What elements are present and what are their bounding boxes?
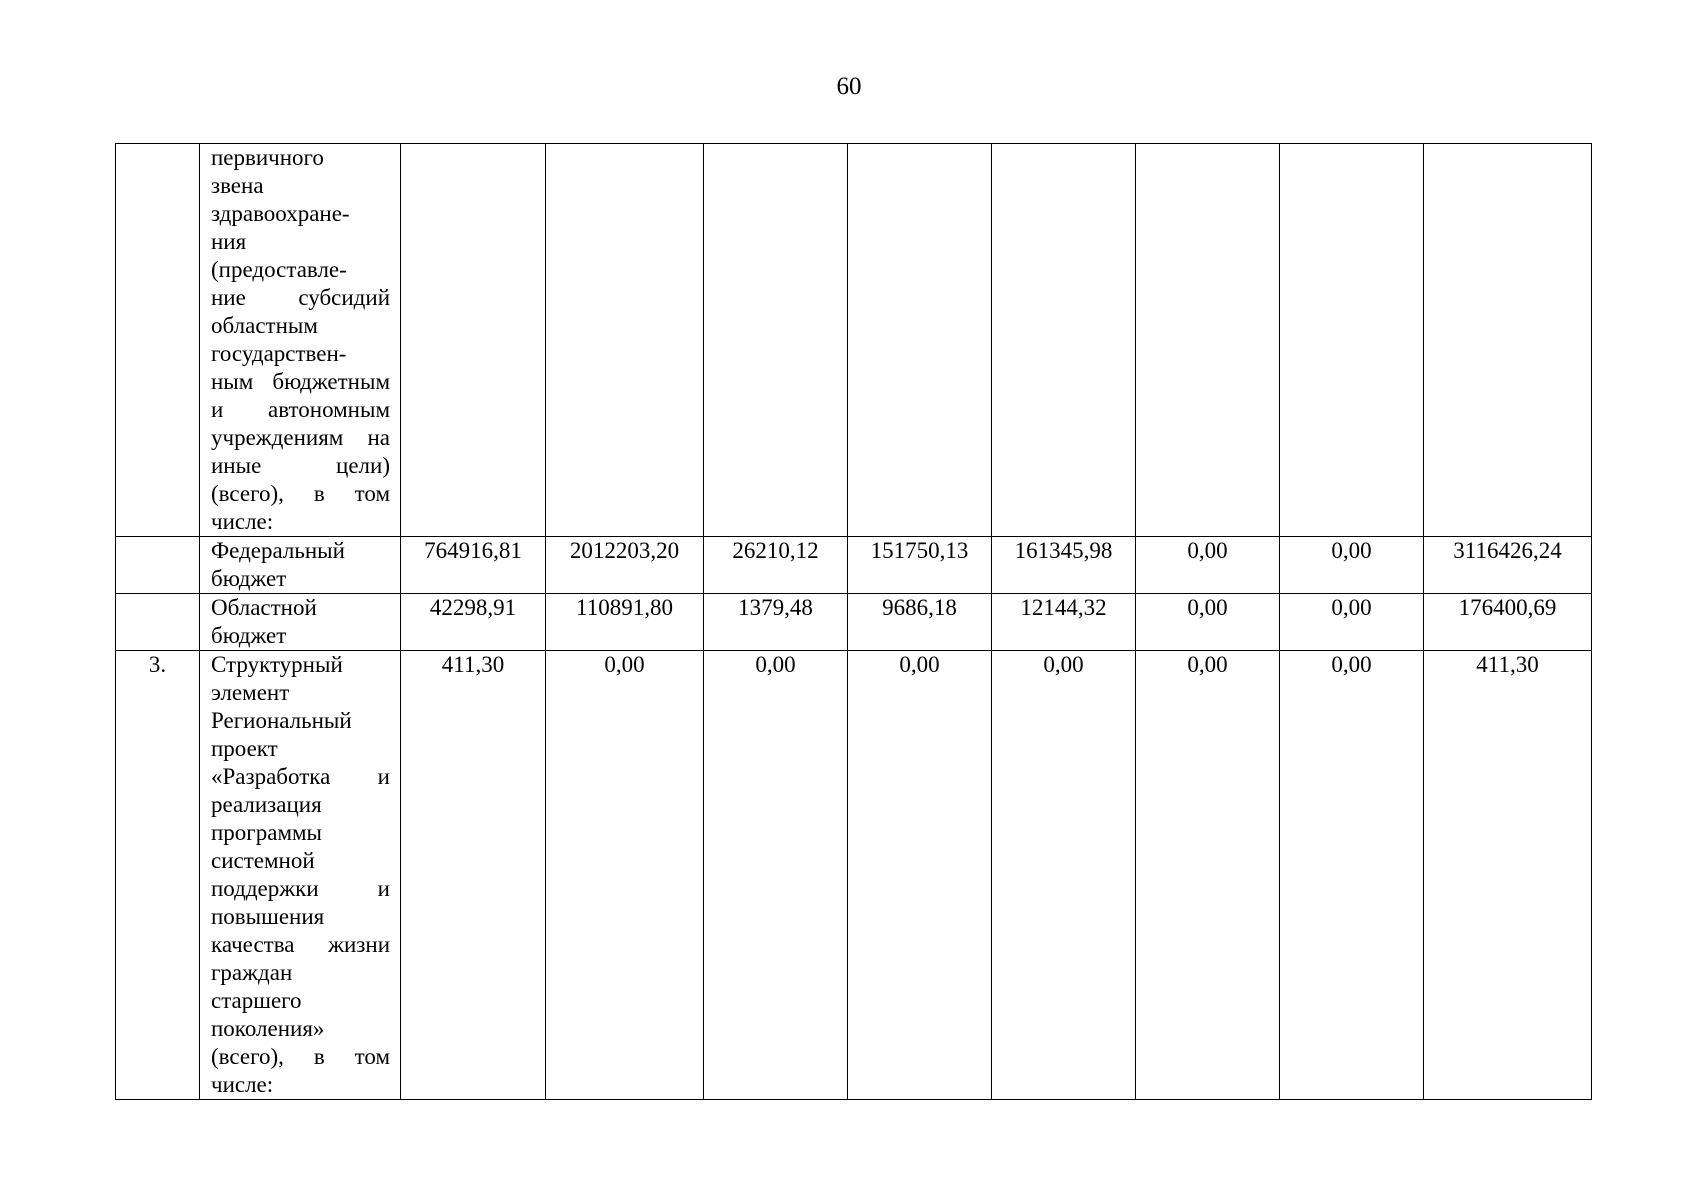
row-name-line: бюджет: [211, 623, 287, 648]
value-cell-col-4: [848, 144, 992, 537]
row-name-line: числе:: [211, 509, 274, 534]
row-name-line: (предоставле-: [211, 257, 347, 282]
row-name-line: ние субсидий: [211, 285, 390, 310]
value-cell-col-3: 0,00: [704, 651, 848, 1100]
row-name-line: проект: [211, 736, 278, 761]
row-name-line: Структурный: [211, 652, 343, 677]
value-cell-col-8: 3116426,24: [1424, 537, 1592, 594]
row-name-line: областным: [211, 313, 318, 338]
row-name-line: «Разработка и: [211, 764, 390, 789]
value-cell-col-4: 151750,13: [848, 537, 992, 594]
value-cell-col-7: 0,00: [1280, 651, 1424, 1100]
table-row-federal-budget: [116, 537, 1592, 594]
row-name-line: учреждениям на: [211, 425, 390, 450]
value-cell-col-1: [401, 144, 546, 537]
value-cell-col-7: 0,00: [1280, 537, 1424, 594]
row-name-line: ным бюджетным: [211, 369, 390, 394]
row-name-line: повышения: [211, 904, 325, 929]
row-name-line: звена: [211, 173, 264, 198]
table-body: [116, 144, 1592, 1100]
value-cell-col-5: 0,00: [992, 651, 1136, 1100]
row-name-line: (всего), в том: [211, 481, 390, 506]
value-cell-col-6: [1136, 144, 1280, 537]
row-name-line: поколения»: [211, 1016, 325, 1041]
row-name-line: старшего: [211, 988, 302, 1013]
row-name-line: (всего), в том: [211, 1044, 390, 1069]
row-name-line: числе:: [211, 1072, 274, 1097]
row-name-line: Региональный: [211, 708, 352, 733]
row-name-line: первичного: [211, 145, 324, 170]
row-name-line: системной: [211, 848, 315, 873]
row-name-line: качества жизни: [211, 932, 390, 957]
row-name-line: иные цели): [211, 453, 390, 478]
value-cell-col-6: 0,00: [1136, 651, 1280, 1100]
row-name-cell: [200, 594, 401, 651]
value-cell-col-3: [704, 144, 848, 537]
row-name-line: ния: [211, 229, 247, 254]
row-name-line: поддержки и: [211, 876, 390, 901]
row-name-line: граждан: [211, 960, 293, 985]
value-cell-col-8: 176400,69: [1424, 594, 1592, 651]
row-name-line: элемент: [211, 680, 290, 705]
row-name-cell: [200, 651, 401, 1100]
row-name-line: Федеральный: [211, 538, 345, 563]
page-number: 60: [836, 73, 862, 100]
value-cell-col-8: [1424, 144, 1592, 537]
row-number-cell: [116, 144, 200, 537]
value-cell-col-2: 0,00: [546, 651, 704, 1100]
value-cell-col-5: 12144,32: [992, 594, 1136, 651]
value-cell-col-6: 0,00: [1136, 594, 1280, 651]
value-cell-col-3: 26210,12: [704, 537, 848, 594]
value-cell-col-2: 2012203,20: [546, 537, 704, 594]
value-cell-col-7: [1280, 144, 1424, 537]
row-number-cell: [116, 594, 200, 651]
value-cell-col-6: 0,00: [1136, 537, 1280, 594]
value-cell-col-5: 161345,98: [992, 537, 1136, 594]
row-name-line: здравоохране-: [211, 201, 350, 226]
value-cell-col-4: 9686,18: [848, 594, 992, 651]
row-number-cell: 3.: [116, 651, 200, 1100]
row-name-line: и автономным: [211, 397, 390, 422]
row-name-line: программы: [211, 820, 323, 845]
value-cell-col-7: 0,00: [1280, 594, 1424, 651]
value-cell-col-2: 110891,80: [546, 594, 704, 651]
value-cell-col-2: [546, 144, 704, 537]
value-cell-col-1: 411,30: [401, 651, 546, 1100]
value-cell-col-1: 42298,91: [401, 594, 546, 651]
value-cell-col-8: 411,30: [1424, 651, 1592, 1100]
row-name-line: государствен-: [211, 341, 347, 366]
row-name-line: Областной: [211, 595, 317, 620]
row-number-cell: [116, 537, 200, 594]
value-cell-col-5: [992, 144, 1136, 537]
value-cell-col-4: 0,00: [848, 651, 992, 1100]
table-row-regional-budget: [116, 594, 1592, 651]
table-row-intro: [116, 144, 1592, 537]
budget-table: [115, 143, 1592, 1100]
row-name-line: бюджет: [211, 566, 287, 591]
value-cell-col-3: 1379,48: [704, 594, 848, 651]
row-name-cell: [200, 144, 401, 537]
value-cell-col-1: 764916,81: [401, 537, 546, 594]
row-name-cell: [200, 537, 401, 594]
table-row-item-3: [116, 651, 1592, 1100]
row-name-line: реализация: [211, 792, 322, 817]
